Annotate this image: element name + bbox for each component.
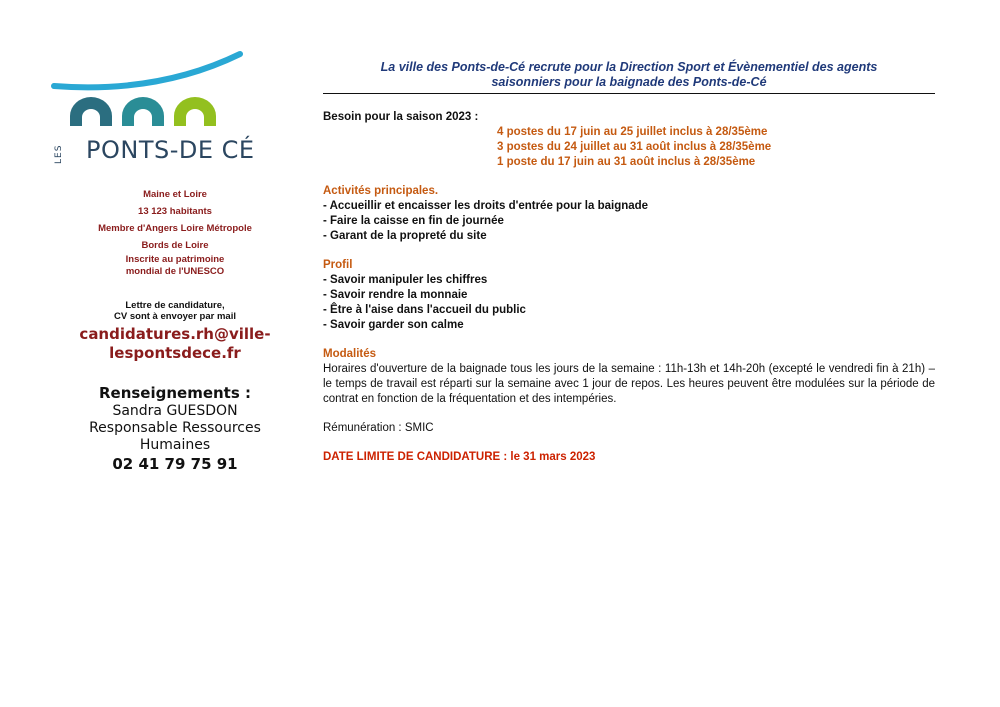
apply-line: Lettre de candidature, (125, 300, 225, 311)
logo-arches-graphic (48, 48, 248, 138)
profile-item: - Savoir rendre la monnaie (323, 289, 468, 301)
logo-arch-icon (70, 97, 112, 126)
contact-block (60, 383, 290, 474)
contact-role: Humaines (139, 437, 211, 453)
sidebar (60, 186, 290, 474)
contact-name: Sandra GUESDON (112, 403, 238, 419)
title-line: La ville des Ponts-de-Cé recrute pour la Direction Sport et Évènementiel des agents (380, 60, 878, 74)
logo-les-text: LES (54, 144, 64, 164)
activity-item: - Garant de la propreté du site (323, 230, 487, 242)
profile-item: - Être à l'aise dans l'accueil du public (323, 304, 526, 316)
profile-item: - Savoir garder son calme (323, 319, 464, 331)
profile-list (323, 273, 935, 333)
info-metropole: Membre d'Angers Loire Métropole (98, 223, 252, 234)
application-email-link[interactable] (60, 325, 290, 363)
info-unesco-2: mondial de l'UNESCO (125, 266, 225, 277)
city-logo (48, 48, 255, 170)
email-line: candidatures.rh@ville- (79, 325, 271, 343)
activity-item: - Accueillir et encaisser les droits d'entrée pour la baignade (323, 200, 649, 212)
apply-line: CV sont à envoyer par mail (114, 311, 236, 322)
job-offer (323, 60, 935, 465)
info-population: 13 123 habitants (138, 206, 212, 217)
activities-list (323, 199, 935, 244)
profile-heading: Profil (323, 259, 353, 271)
logo-text: PONTS-DE CÉ (86, 136, 255, 164)
needs-heading: Besoin pour la saison 2023 : (323, 111, 479, 123)
info-loire: Bords de Loire (141, 240, 209, 251)
need-item: 3 postes du 24 juillet au 31 août inclus à 28/35ème (497, 141, 772, 153)
salary-text: Rémunération : SMIC (323, 422, 434, 434)
contact-title: Renseignements : (98, 384, 252, 402)
logo-arc-icon (54, 54, 240, 87)
need-item: 1 poste du 17 juin au 31 août inclus à 28/35ème (497, 156, 756, 168)
modalities-text: Horaires d'ouverture de la baignade tous les jours de la semaine : 11h-13h et 14h-20h (excepté le vendredi fin à 21h) – le temps de travail est réparti sur la semaine avec 1 jour de repos. Les heures peuvent être modulées sur la période de contrat en fonction de la fréquentation et des intempéries. (323, 363, 935, 405)
page-title (323, 60, 935, 94)
logo-arch-icon (174, 97, 216, 126)
activity-item: - Faire la caisse en fin de journée (323, 215, 504, 227)
apply-instructions (60, 300, 290, 322)
info-unesco-1: Inscrite au patrimoine (125, 254, 225, 265)
deadline-text: DATE LIMITE DE CANDIDATURE : le 31 mars 2023 (323, 451, 596, 463)
title-line: saisonniers pour la baignade des Ponts-de-Cé (491, 75, 767, 89)
needs-list (323, 125, 935, 170)
email-line: lespontsdece.fr (109, 344, 241, 362)
info-region: Maine et Loire (143, 189, 207, 200)
profile-item: - Savoir manipuler les chiffres (323, 274, 488, 286)
contact-phone: 02 41 79 75 91 (112, 455, 238, 473)
logo-arch-icon (122, 97, 164, 126)
activities-heading: Activités principales. (323, 185, 439, 197)
need-item: 4 postes du 17 juin au 25 juillet inclus à 28/35ème (497, 126, 768, 138)
modalities-heading: Modalités (323, 348, 377, 360)
contact-role: Responsable Ressources (89, 420, 261, 436)
